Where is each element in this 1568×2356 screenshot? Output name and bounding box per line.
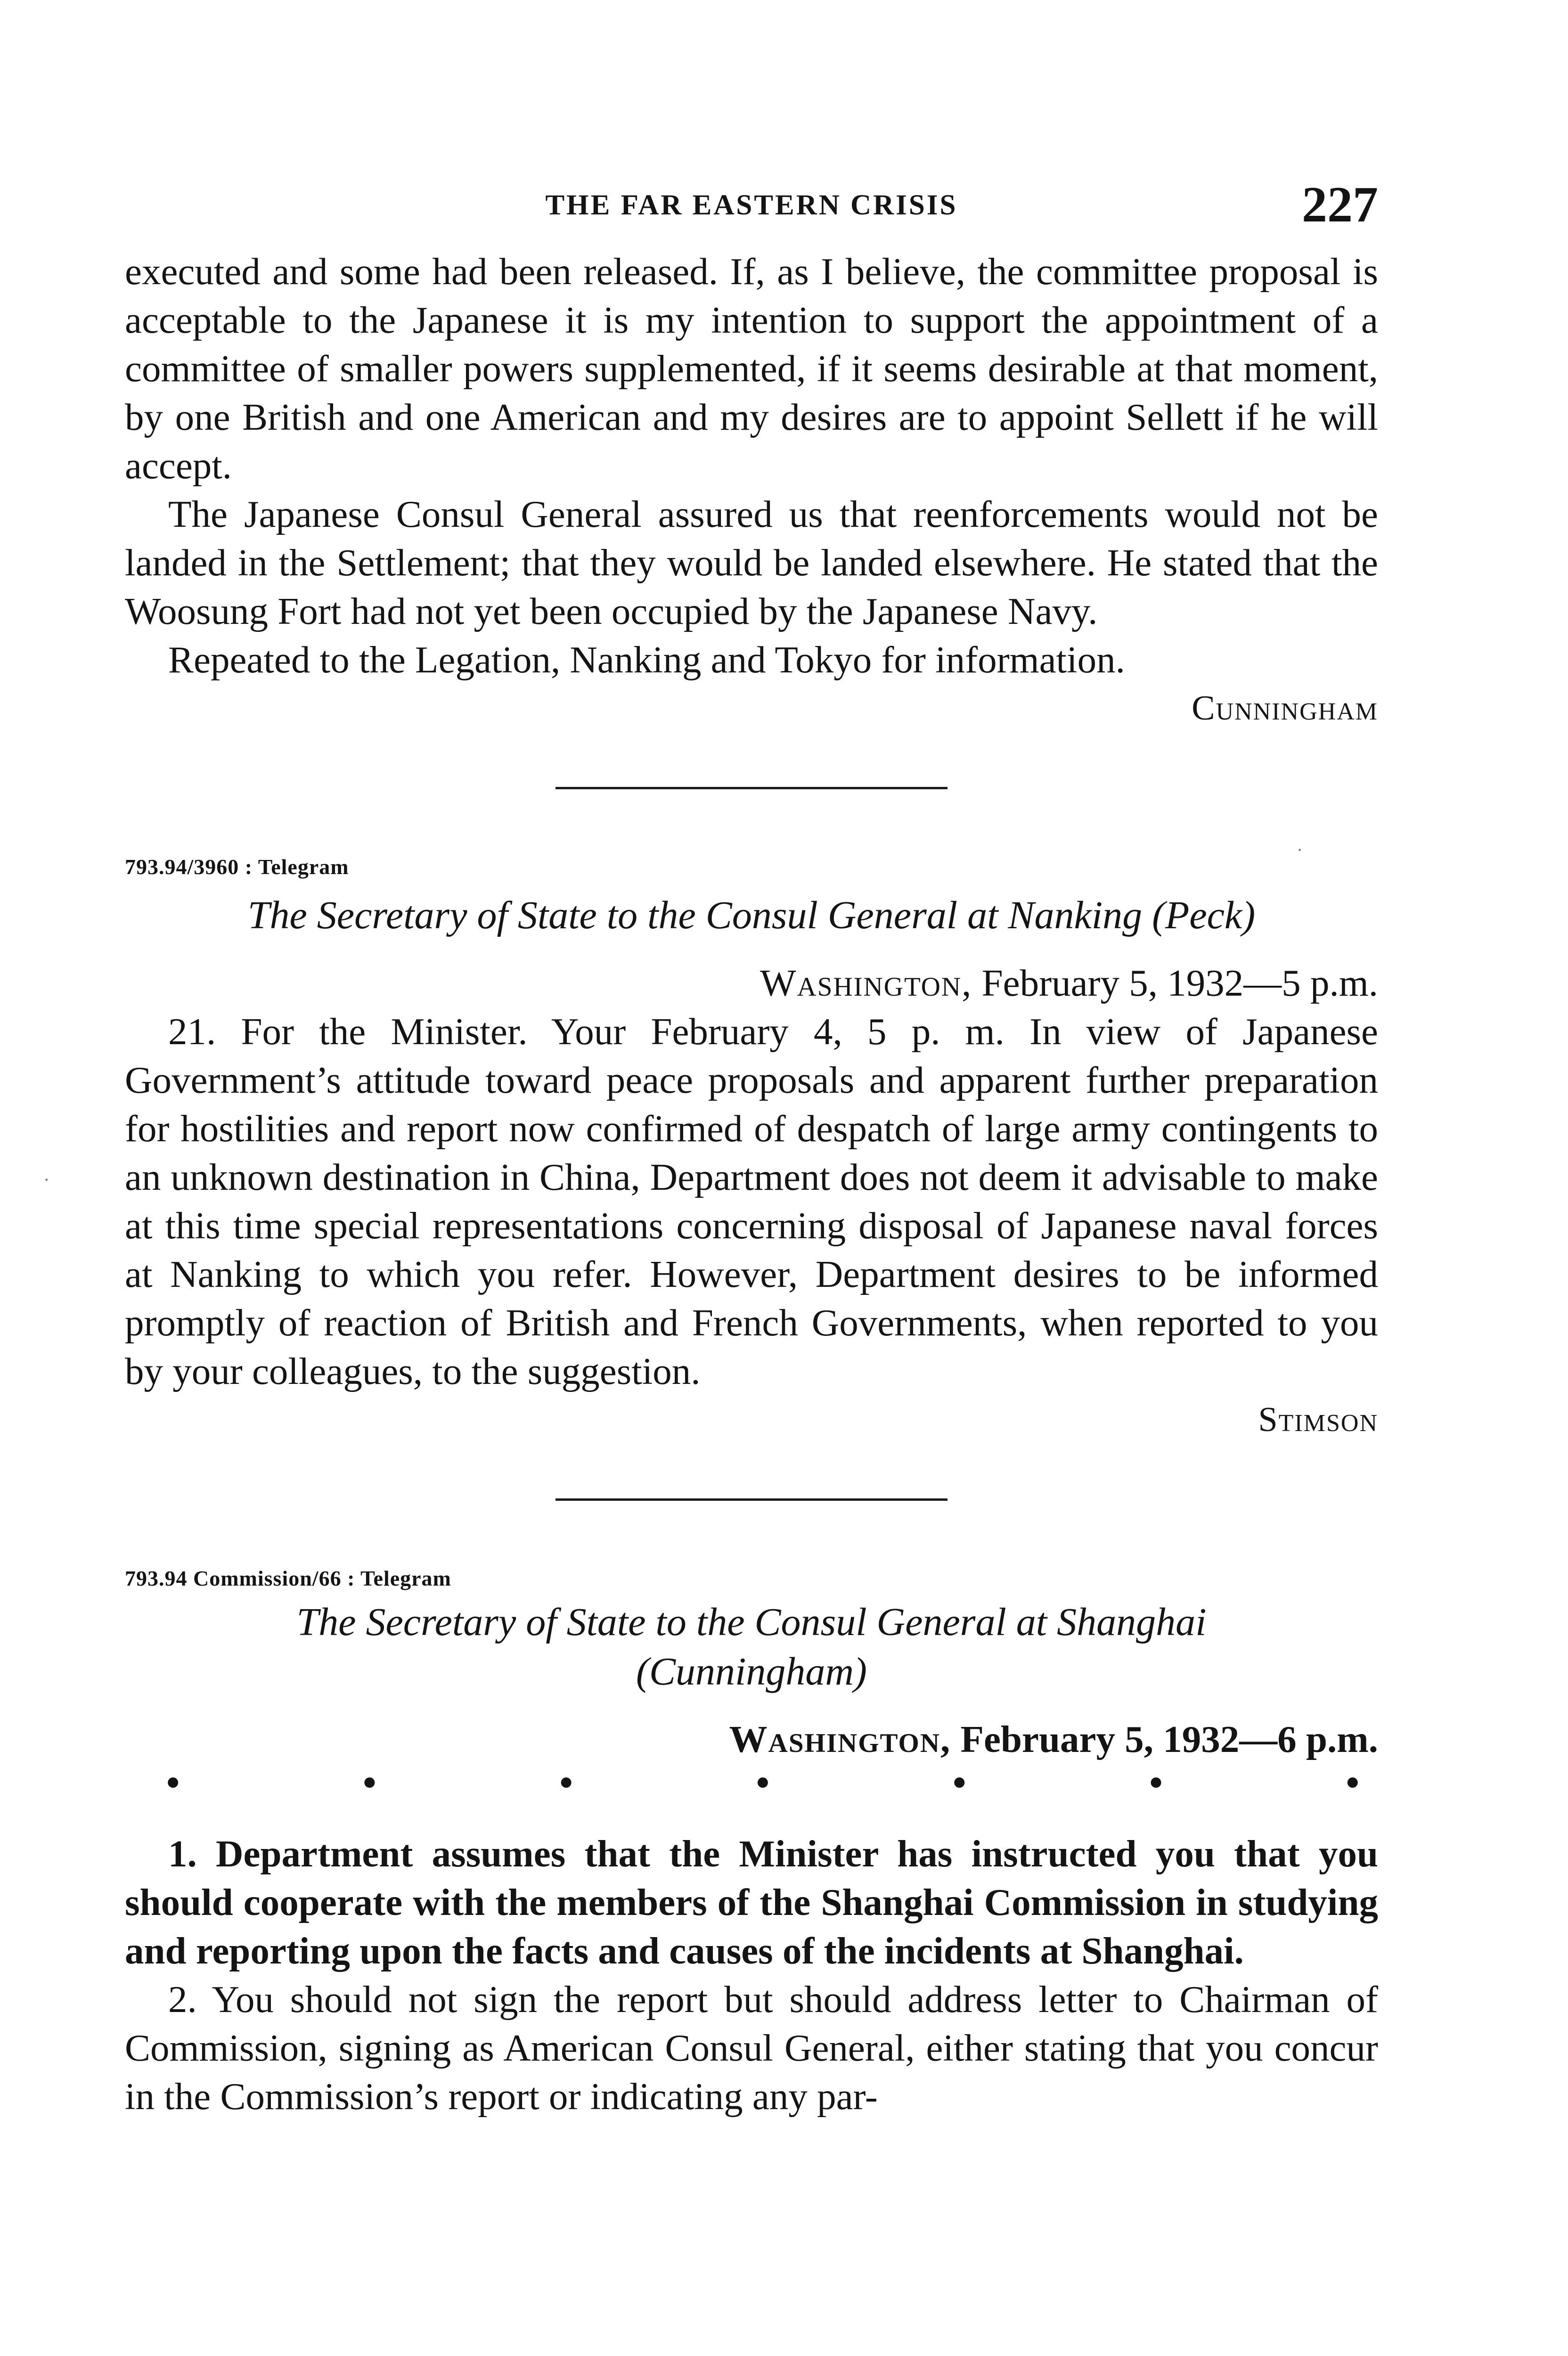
omission-dot: • [559,1761,573,1804]
document-title [125,1597,1378,1696]
omission-dot: • [166,1761,180,1804]
scan-speck: · [1297,839,1303,860]
book-page [125,177,1378,2121]
file-reference: 793.94/3960 : Telegram [125,855,349,879]
paragraph: 1. Department assumes that the Minister has instructed you that you should cooperate with the members of the Shanghai Commission in studying and reporting upon the facts and causes of the incidents at Shanghai. [125,1832,1378,1972]
telegram-shanghai [125,1564,1378,2121]
telegram-nanking [125,853,1378,1444]
paragraph: 21. For the Minister. Your February 4, 5 p. m. In view of Japanese Government’s attitude toward peace proposals and apparent further preparation for hostilities and report now confirmed of despatch of large army contingents to an unknown destination in China, Department does not deem it advisable to make at this time special representations concerning disposal of Japanese naval forces at Nanking to which you refer. However, Department desires to be informed promptly of reaction of British and French Governments, when reported to you by your colleagues, to the suggestion. [125,1010,1378,1392]
signature: Cunningham [1192,689,1378,728]
omission-dot: • [1346,1761,1359,1804]
dateline [125,959,1378,1007]
omission-dot: • [363,1761,376,1804]
document-title-line: (Cunningham) [636,1650,867,1693]
dateline [125,1715,1378,1764]
paragraph: executed and some had been released. If, as I believe, the committee proposal is acceptable to the Japanese it is my intention to support the appointment of a committee of smaller powers supplemented, if it seems desirable at that moment, by one British and one American and my desires are to appoint Sellett if he will accept. [125,250,1378,487]
dateline-time: February 5, 1932—5 p.m. [972,962,1378,1004]
running-header [125,177,1378,247]
omission-dot: • [953,1761,966,1804]
omission-marks [125,1761,1378,1804]
scan-speck: · [43,1169,50,1190]
dateline-place: Washington, [729,1718,951,1760]
omission-dot: • [756,1761,770,1804]
dateline-time: February 5, 1932—6 p.m. [951,1718,1378,1760]
paragraph: Repeated to the Legation, Nanking and Tokyo for information. [168,638,1125,681]
paragraph: The Japanese Consul General assured us that reenforcements would not be landed in the Settlement; that they would be landed elsewhere. He stated that the Woosung Fort had not yet been occupied by the Japanese Navy. [125,493,1378,632]
file-reference: 793.94 Commission/66 : Telegram [125,1566,451,1590]
signature: Stimson [1258,1400,1378,1439]
document-title-line: The Secretary of State to the Consul General at Shanghai [296,1600,1207,1644]
document-title: The Secretary of State to the Consul General at Nanking (Peck) [247,893,1256,937]
running-title: THE FAR EASTERN CRISIS [545,189,958,221]
continued-telegram [125,247,1378,733]
paragraph: 2. You should not sign the report but should address letter to Chairman of Commission, signing as American Consul General, either stating that you concur in the Commission’s report or indicating any par- [125,1978,1378,2118]
omission-dot: • [1149,1761,1163,1804]
page-number: 227 [1302,177,1378,233]
dateline-place: Washington, [760,962,972,1004]
